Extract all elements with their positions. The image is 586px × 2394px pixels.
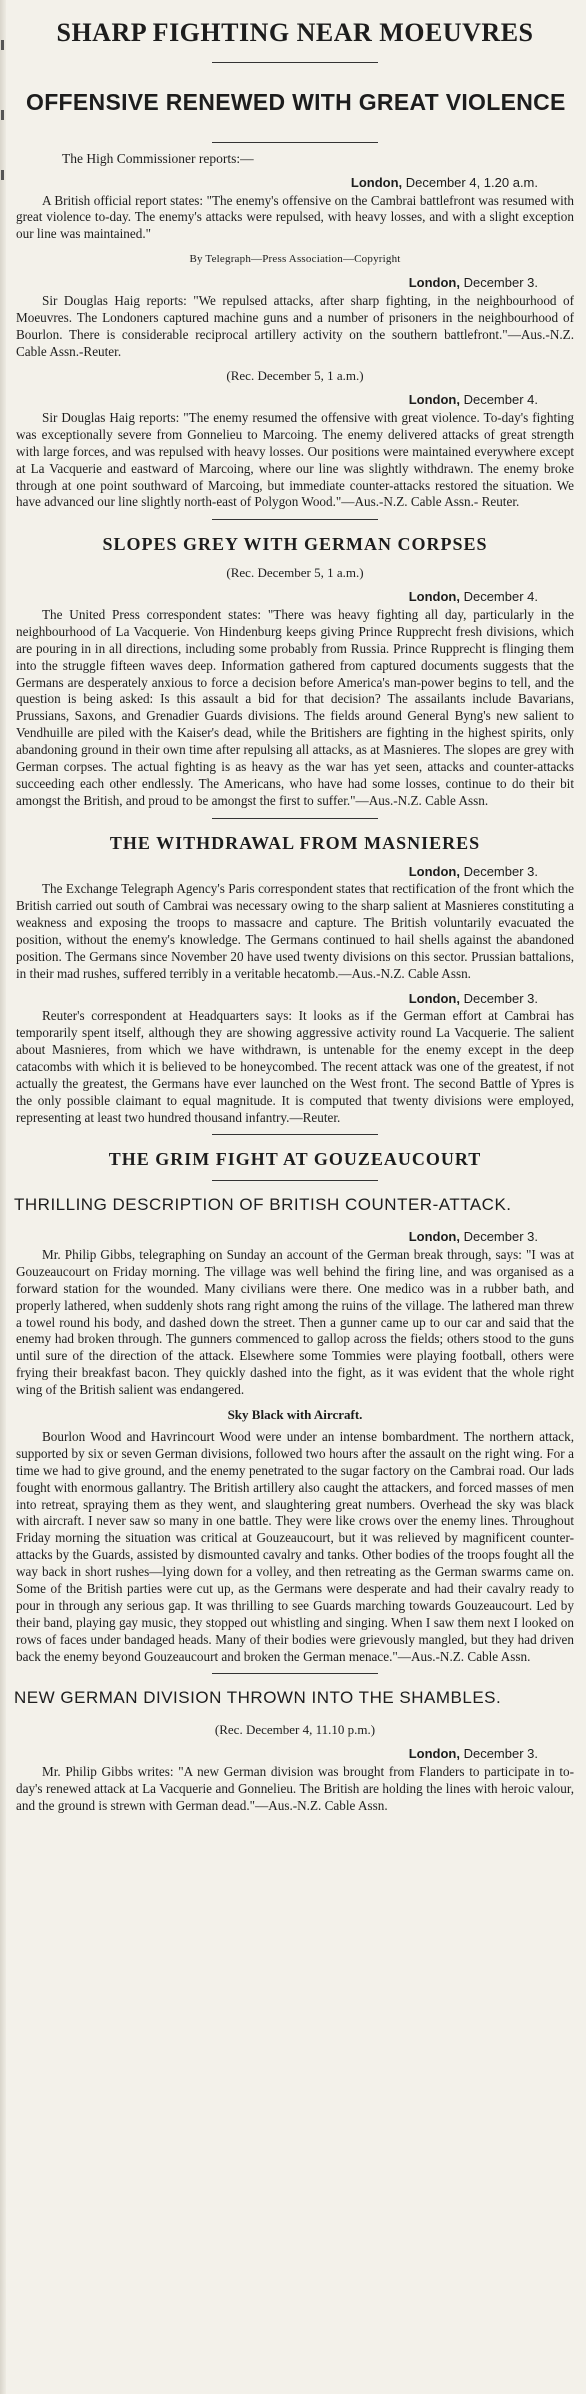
article-paragraph: Sir Douglas Haig reports: "We repulsed attacks, after sharp fighting, in the neighbourhood of Moeuvres. The Londoners captured machine guns and a number of prisoners in the neighbourhood of Bourlon. There is considerable reciprocal artillery activity on the southern battlefront."—Aus.-N.Z. Cable Assn.-Reuter. [16, 292, 574, 359]
section-heading: SLOPES GREY WITH GERMAN CORPSES [102, 534, 488, 555]
divider [212, 1134, 378, 1135]
dateline-date: December 3. [463, 1229, 538, 1245]
dateline-place: London, [408, 392, 460, 408]
section-heading: THRILLING DESCRIPTION OF BRITISH COUNTER-ATTACK. [14, 1195, 512, 1215]
dateline-place: London, [408, 1746, 460, 1762]
dateline [12, 1229, 538, 1245]
dateline [12, 864, 538, 880]
section-heading: THE GRIM FIGHT AT GOUZEAUCOURT [108, 1149, 482, 1170]
dateline-place: London, [408, 1229, 460, 1245]
divider [212, 1180, 378, 1181]
headline: SHARP FIGHTING NEAR MOEUVRES [56, 18, 534, 47]
dateline [12, 589, 538, 605]
dateline-date: December 4. [463, 589, 538, 605]
section-heading: THE WITHDRAWAL FROM MASNIERES [109, 832, 481, 853]
section-heading: NEW GERMAN DIVISION THROWN INTO THE SHAMBLES. [14, 1688, 502, 1708]
received-time: (Rec. December 5, 1 a.m.) [226, 565, 364, 581]
received-time: (Rec. December 5, 1 a.m.) [226, 368, 364, 384]
divider [212, 142, 378, 143]
dateline-date: December 3. [463, 863, 538, 879]
article-paragraph: Reuter's correspondent at Headquarters says: It looks as if the German effort at Cambrai has temporarily spent itself, although they are showing aggressive activity round La Vacquerie. The salient about Masnieres, from which we have withdrawn, is untenable for the enemy except in the deep catacombs with which it is believed to be honeycombed. The recent attack was one of the greatest, if not actually the greatest, the Germans have ever launched on the West front. The second Battle of Ypres is the only possible claimant to equal magnitude. It is computed that twenty divisions were employed, representing at least two hundred thousand infantry.—Reuter. [16, 1008, 574, 1125]
dateline-date: December 3. [463, 990, 538, 1006]
article-paragraph: The United Press correspondent states: "There was heavy fighting all day, particularly in the neighbourhood of La Vacquerie. Von Hindenburg keeps giving Prince Rupprecht fresh divisions, which are pouring in in all directions, including some probably from Russia. Prince Rupprecht is flinging them into the struggle fifteen waves deep. Information gathered from captured documents suggests that the Germans are desperately anxious to force a decision before America's man-power begins to tell, and the question is being asked: Is this assault a bid for that decision? The assailants include Bavarians, Prussians, Saxons, and Grenadier Guards divisions. The fields around General Byng's new salient to Vendhuille are piled with the Kaiser's dead, while the Britishers are fighting in the highest spirits, only abandoning ground in their own time after repulsing all attacks, as at Masnieres. The slopes are grey with German corpses. The actual fighting is as heavy as the war has yet seen, attacks and counter-attacks succeeding each other endlessly. The Americans, who have had some losses, continue to do their bit amongst the British, and proud to be amongst the first to suffer."—Aus.-N.Z. Cable Assn. [16, 606, 574, 808]
received-time: (Rec. December 4, 11.10 p.m.) [214, 1722, 376, 1738]
divider [212, 519, 378, 520]
dateline [12, 1746, 538, 1762]
article-paragraph: Mr. Philip Gibbs writes: "A new German division was brought from Flanders to participate in to-day's renewed attack at La Vacquerie and Gonnelieu. The British are holding the lines with heroic valour, and the ground is strewn with German dead."—Aus.-N.Z. Cable Assn. [16, 1764, 574, 1813]
dateline-place: London, [408, 990, 460, 1006]
credit-line: By Telegraph—Press Association—Copyright [189, 253, 401, 266]
dateline [12, 392, 538, 408]
dateline-date: December 4. [463, 392, 538, 408]
subheadline: OFFENSIVE RENEWED WITH GREAT VIOLENCE [26, 89, 566, 115]
article-paragraph: Sir Douglas Haig reports: "The enemy resumed the offensive with great violence. To-day's fighting was exceptionally severe from Gonnelieu to Marcoing. The enemy delivered attacks of great strength with large forces, and was repulsed with heavy losses. Our positions were maintained everywhere except at La Vacquerie and eastward of Marcoing, where our line was slightly withdrawn. The enemy broke through at one point southward of Marcoing, but immediate counter-attacks restored the situation. We have advanced our line slightly north-east of Polygon Wood."—Aus.-N.Z. Cable Assn.- Reuter. [16, 410, 574, 510]
article-paragraph: The Exchange Telegraph Agency's Paris correspondent states that rectification of the front which the British carried out south of Cambrai was necessary owing to the sharp salient at Masnieres constituting a weakness and exposing the troops to massacre and capture. The British voluntarily evacuated the position, without the enemy's knowledge. The Germans continued to hail shells against the abandoned position. The Germans since November 20 have used twenty divisions on this sector. Prussian battalions, in their mad rushes, suffered terribly in a veritable hecatomb.—Aus.-N.Z. Cable Assn. [16, 881, 574, 981]
dateline-place: London, [350, 175, 403, 190]
dateline-date: December 4, 1.20 a.m. [405, 175, 538, 190]
dateline [12, 175, 538, 191]
divider [212, 62, 378, 63]
dateline-place: London, [408, 589, 460, 605]
dateline-place: London, [408, 275, 460, 291]
divider [212, 818, 378, 819]
article-paragraph: Mr. Philip Gibbs, telegraphing on Sunday an account of the German break through, says: "I was at Gouzeaucourt on Friday morning. The village was well behind the firing line, and was organised as a forward station for the wounded. Many civilians were there. One medico was in a rubber bath, and properly lathered, when suddenly shots rang right among the ruins of the village. The lathered man threw a towel round his body, and dashed down the street. Then a gunner came up to our car and said that the enemy had broken through. The gunners commenced to gallop across the fields; others stood to the guns until sure of the direction of the attack. Elsewhere some Tommies were playing football, others were frying their breakfast bacon. They quickly dashed into the fight, as it was evident that the whole right wing of the British salient was endangered. [16, 1247, 574, 1398]
hc-intro: The High Commissioner reports:— [62, 151, 254, 166]
article-paragraph: Bourlon Wood and Havrincourt Wood were under an intense bombardment. The northern attack, supported by six or seven German divisions, followed two hours after the assault on the right wing. For a time we had to give ground, and the enemy penetrated to the sugar factory on the Cambrai road. Our lads fought with enormous gallantry. The British artillery also caught the attackers, and forced masses of men into retreat, spraying them as they went, and slaughtering great numbers. Overhead the sky was black with aircraft. I never saw so many in one battle. They were like crows over the enemy lines. Throughout Friday morning the situation was critical at Gouzeaucourt, but it was relieved by magnificent counter-attacks by the Guards, assisted by dismounted cavalry and tanks. Other bodies of the troops fought all the way back in short rushes—lying down for a volley, and then retreating as the German swarms came on. Some of the British parties were cut up, as the Germans were desperate and had their cavalry ready to pour in through any serious gap. It was thrilling to see Guards marching towards Gouzeaucourt. Led by their band, playing gay music, they stopped out whistling and singing. When I saw them next I looked on rows of faces under bandaged heads. Many of their bodies were grievously mangled, but they had driven back the enemy beyond Gouzeaucourt and broken the German menace."—Aus.-N.Z. Cable Assn. [16, 1429, 574, 1664]
divider [212, 1673, 378, 1674]
dateline [12, 991, 538, 1007]
dateline-place: London, [408, 863, 460, 879]
dateline [12, 275, 538, 291]
dateline-date: December 3. [463, 1746, 538, 1762]
article-paragraph: A British official report states: "The enemy's offensive on the Cambrai battlefront was resumed with great violence to-day. The enemy's attacks were repulsed, with heavy losses, and with a slight exception our line was maintained." [16, 192, 574, 242]
dateline-date: December 3. [463, 275, 538, 291]
subheading: Sky Black with Aircraft. [227, 1407, 363, 1423]
